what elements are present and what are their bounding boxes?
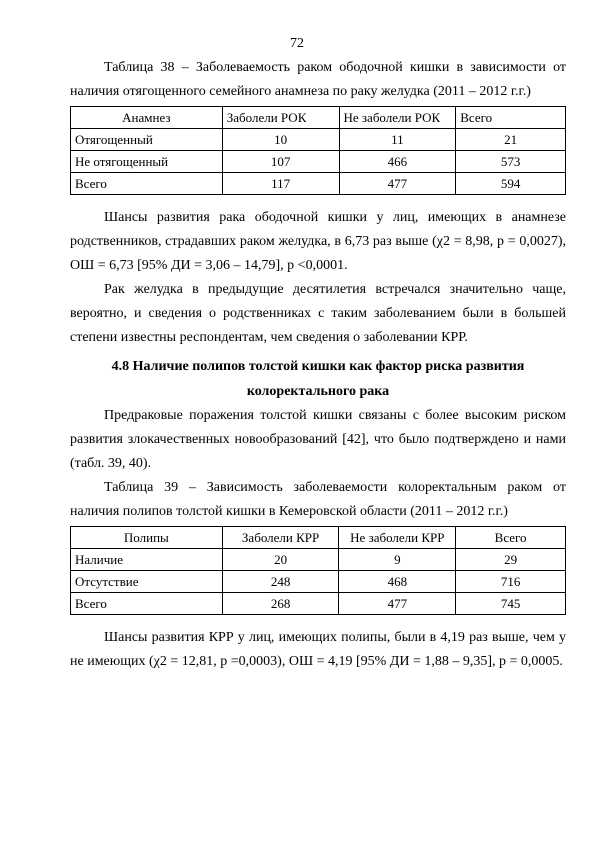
- table-row: [71, 593, 566, 615]
- table-cell: Отягощенный: [71, 129, 223, 151]
- table-cell: Отсутствие: [71, 571, 223, 593]
- table-cell: 573: [456, 151, 566, 173]
- table-cell: 248: [222, 571, 339, 593]
- table-row: [71, 151, 566, 173]
- table-cell: 594: [456, 173, 566, 195]
- table-38-caption: Таблица 38 – Заболеваемость раком ободочной кишки в зависимости от наличия отягощенного семейного анамнеза по раку желудка (2011 – 2012 г.г.): [70, 60, 566, 99]
- table-cell: 468: [339, 571, 456, 593]
- table-header-cell: Заболели РОК: [222, 107, 339, 129]
- table-header-row: [71, 527, 566, 549]
- table-cell: 268: [222, 593, 339, 615]
- table-header-cell: Анамнез: [71, 107, 223, 129]
- paragraph-stomach-history: Рак желудка в предыдущие десятилетия встречался значительно чаще, вероятно, и сведения о родственниках с таким заболеванием были в большей степени известны респондентам, чем сведения о заболевании КРР.: [70, 282, 566, 345]
- table-header-cell: Не заболели РОК: [339, 107, 456, 129]
- table-row: [71, 571, 566, 593]
- table-row: [71, 549, 566, 571]
- table-cell: 745: [456, 593, 566, 615]
- table-38-block: [70, 56, 566, 195]
- table-cell: Наличие: [71, 549, 223, 571]
- page-number: 72: [290, 36, 304, 51]
- table-header-cell: Не заболели КРР: [339, 527, 456, 549]
- table-cell: Всего: [71, 593, 223, 615]
- table-cell: Не отягощенный: [71, 151, 223, 173]
- table-header-cell: Всего: [456, 527, 566, 549]
- table-cell: 716: [456, 571, 566, 593]
- table-cell: 21: [456, 129, 566, 151]
- table-38: [70, 106, 566, 195]
- section-heading-block: [70, 354, 566, 404]
- table-39: [70, 526, 566, 615]
- table-cell: 477: [339, 173, 456, 195]
- table-cell: 117: [222, 173, 339, 195]
- paragraphs-block-3: [70, 626, 566, 674]
- table-header-row: [71, 107, 566, 129]
- table-row: [71, 129, 566, 151]
- table-cell: 10: [222, 129, 339, 151]
- table-row: [71, 173, 566, 195]
- table-cell: 9: [339, 549, 456, 571]
- table-cell: 11: [339, 129, 456, 151]
- paragraph-odds-stomach: Шансы развития рака ободочной кишки у лиц, имеющих в анамнезе родственников, страдавших раком желудка, в 6,73 раз выше (χ2 = 8,98, p = 0,0027), ОШ = 6,73 [95% ДИ = 3,06 – 14,79], p <0,0001.: [70, 210, 566, 273]
- table-header-cell: Заболели КРР: [222, 527, 339, 549]
- paragraphs-block-2: [70, 404, 566, 476]
- table-cell: 466: [339, 151, 456, 173]
- table-39-caption: Таблица 39 – Зависимость заболеваемости колоректальным раком от наличия полипов толстой кишки в Кемеровской области (2011 – 2012 г.г.): [70, 480, 566, 519]
- table-cell: 29: [456, 549, 566, 571]
- table-cell: 20: [222, 549, 339, 571]
- table-header-cell: Полипы: [71, 527, 223, 549]
- paragraph-precancerous: Предраковые поражения толстой кишки связаны с более высоким риском развития злокачественных новообразований [42], что было подтверждено и нами (табл. 39, 40).: [70, 408, 566, 471]
- table-cell: Всего: [71, 173, 223, 195]
- section-heading: 4.8 Наличие полипов толстой кишки как фактор риска развития колоректального рака: [111, 359, 525, 399]
- paragraph-odds-polyps: Шансы развития КРР у лиц, имеющих полипы, были в 4,19 раз выше, чем у не имеющих (χ2 = 12,81, p =0,0003), ОШ = 4,19 [95% ДИ = 1,88 – 9,35], p = 0,0005.: [70, 630, 566, 669]
- table-cell: 477: [339, 593, 456, 615]
- table-cell: 107: [222, 151, 339, 173]
- paragraphs-block-1: [70, 206, 566, 350]
- table-header-cell: Всего: [456, 107, 566, 129]
- table-39-block: [70, 476, 566, 615]
